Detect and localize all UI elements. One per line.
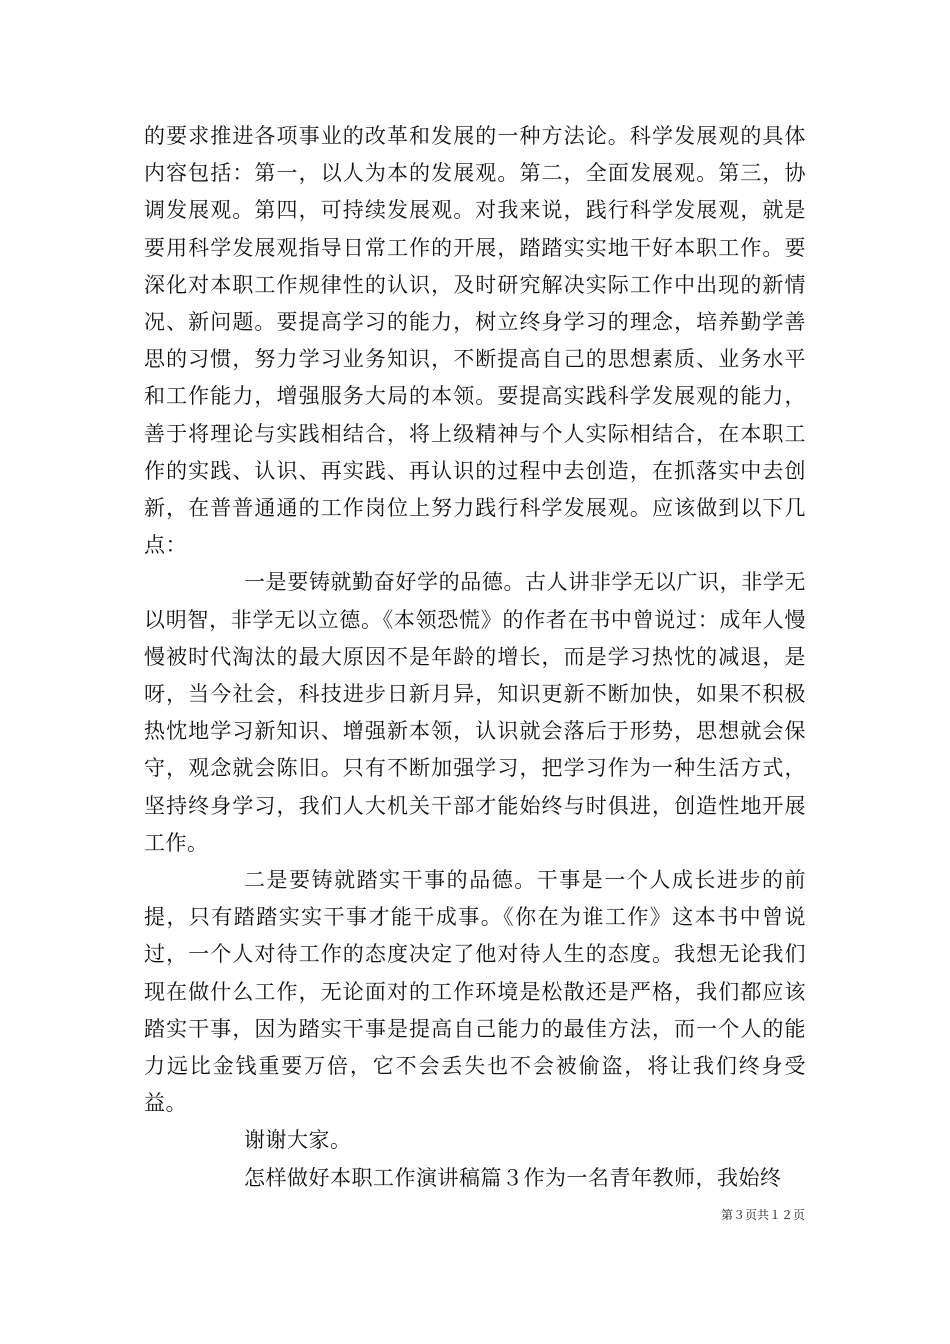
paragraph-study-virtue: 一是要铸就勤奋好学的品德。古人讲非学无以广识，非学无以明智，非学无以立德。《本领恐慌》的作者在书中曾说过：成年人慢慢被时代淘汰的最大原因不是年龄的增长，而是学习热忱的减退，是呀，当今社会，科技进步日新月异，知识更新不断加快，如果不积极热忱地学习新知识、增强新本领，认识就会落后于形势，思想就会保守，观念就会陈旧。只有不断加强学习，把学习作为一种生活方式，坚持终身学习，我们人大机关干部才能始终与时俱进，创造性地开展工作。: [144, 570, 806, 855]
paragraph-thanks: 谢谢大家。: [244, 1128, 352, 1153]
paragraph-continuation: 的要求推进各项事业的改革和发展的一种方法论。科学发展观的具体内容包括：第一，以人为本的发展观。第二，全面发展观。第三，协调发展观。第四，可持续发展观。对我来说，践行科学发展观，就是要用科学发展观指导日常工作的开展，踏踏实实地干好本职工作。要深化对本职工作规律性的认识，及时研究解决实际工作中出现的新情况、新问题。要提高学习的能力，树立终身学习的理念，培养勤学善思的习惯，努力学习业务知识，不断提高自己的思想素质、业务水平和工作能力，增强服务大局的本领。要提高实践科学发展观的能力，善于将理论与实践相结合，将上级精神与个人实际相结合，在本职工作的实践、认识、再实践、再认识的过程中去创造，在抓落实中去创新，在普普通通的工作岗位上努力践行科学发展观。应该做到以下几点：: [144, 124, 806, 558]
paragraph-next-speech: 怎样做好本职工作演讲稿篇３作为一名青年教师，我始终: [244, 1165, 782, 1190]
document-body: [144, 118, 806, 1197]
page-number-footer: 第３页共１２页: [720, 1208, 805, 1222]
paragraph-work-virtue: 二是要铸就踏实干事的品德。干事是一个人成长进步的前提，只有踏踏实实干事才能干成事。《你在为谁工作》这本书中曾说过，一个人对待工作的态度决定了他对待人生的态度。我想无论我们现在做什么工作，无论面对的工作环境是松散还是严格，我们都应该踏实干事，因为踏实干事是提高自己能力的最佳方法，而一个人的能力远比金钱重要万倍，它不会丢失也不会被偷盗，将让我们终身受益。: [144, 868, 806, 1116]
